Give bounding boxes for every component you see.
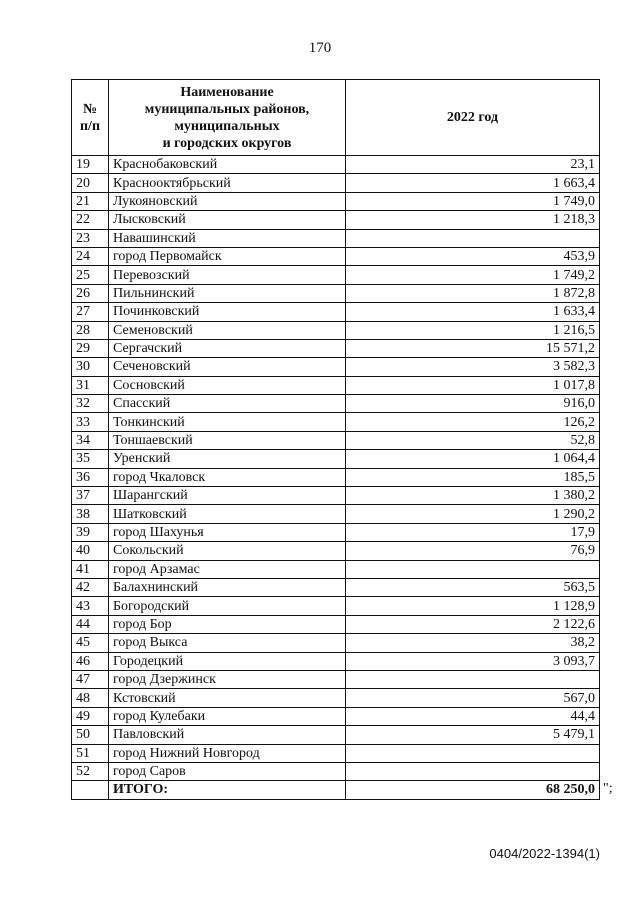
row-value: 15 571,2	[346, 339, 600, 357]
row-num: 48	[72, 689, 109, 707]
row-num: 20	[72, 174, 109, 192]
row-value: 76,9	[346, 542, 600, 560]
table-row	[72, 487, 600, 505]
row-value: 126,2	[346, 413, 600, 431]
row-num: 51	[72, 744, 109, 762]
row-name: Сосновский	[109, 376, 346, 394]
row-num: 25	[72, 266, 109, 284]
row-num: 21	[72, 192, 109, 210]
row-num: 31	[72, 376, 109, 394]
row-value: 563,5	[346, 578, 600, 596]
row-name: город Шахунья	[109, 523, 346, 541]
row-value	[346, 670, 600, 688]
row-num: 41	[72, 560, 109, 578]
row-num: 46	[72, 652, 109, 670]
table-row	[72, 211, 600, 229]
row-num: 29	[72, 339, 109, 357]
table-row	[72, 247, 600, 265]
row-num: 42	[72, 578, 109, 596]
row-num: 33	[72, 413, 109, 431]
table-row	[72, 726, 600, 744]
row-num: 32	[72, 395, 109, 413]
table-row	[72, 376, 600, 394]
row-value: 185,5	[346, 468, 600, 486]
row-value	[346, 560, 600, 578]
table-row	[72, 339, 600, 357]
table-row	[72, 744, 600, 762]
row-num: 22	[72, 211, 109, 229]
row-num: 43	[72, 597, 109, 615]
row-value: 1 216,5	[346, 321, 600, 339]
row-value: 3 582,3	[346, 358, 600, 376]
table-row	[72, 542, 600, 560]
row-num: 49	[72, 707, 109, 725]
table-row	[72, 413, 600, 431]
header-num: № п/п	[72, 80, 109, 156]
row-num: 38	[72, 505, 109, 523]
row-value: 17,9	[346, 523, 600, 541]
row-num: 28	[72, 321, 109, 339]
row-num: 40	[72, 542, 109, 560]
total-row	[72, 781, 600, 799]
row-name: Сокольский	[109, 542, 346, 560]
row-name: город Арзамас	[109, 560, 346, 578]
row-value: 567,0	[346, 689, 600, 707]
row-name: Сеченовский	[109, 358, 346, 376]
table-row	[72, 578, 600, 596]
row-name: город Саров	[109, 762, 346, 780]
table-row	[72, 689, 600, 707]
table-row	[72, 560, 600, 578]
table-row	[72, 174, 600, 192]
total-value: 68 250,0	[346, 781, 600, 799]
table-row	[72, 266, 600, 284]
row-name: город Дзержинск	[109, 670, 346, 688]
row-num: 36	[72, 468, 109, 486]
row-value	[346, 229, 600, 247]
header-year: 2022 год	[346, 80, 600, 156]
row-name: Городецкий	[109, 652, 346, 670]
table-row	[72, 358, 600, 376]
row-num: 47	[72, 670, 109, 688]
table-row	[72, 284, 600, 302]
row-num: 23	[72, 229, 109, 247]
row-num: 35	[72, 450, 109, 468]
row-num: 39	[72, 523, 109, 541]
row-value: 1 663,4	[346, 174, 600, 192]
row-name: Богородский	[109, 597, 346, 615]
row-value: 5 479,1	[346, 726, 600, 744]
row-value: 1 064,4	[346, 450, 600, 468]
table-row	[72, 303, 600, 321]
table-row	[72, 156, 600, 174]
row-name: Шатковский	[109, 505, 346, 523]
table-row	[72, 229, 600, 247]
table-row	[72, 597, 600, 615]
row-value: 453,9	[346, 247, 600, 265]
row-name: Тоншаевский	[109, 431, 346, 449]
row-name: город Чкаловск	[109, 468, 346, 486]
row-value: 1 290,2	[346, 505, 600, 523]
row-value: 1 872,8	[346, 284, 600, 302]
table-row	[72, 395, 600, 413]
row-num: 30	[72, 358, 109, 376]
table-row	[72, 321, 600, 339]
row-name: Краснооктябрьский	[109, 174, 346, 192]
row-value: 1 749,0	[346, 192, 600, 210]
row-num: 26	[72, 284, 109, 302]
table-row	[72, 652, 600, 670]
row-value: 3 093,7	[346, 652, 600, 670]
row-name: Пильнинский	[109, 284, 346, 302]
row-name: город Первомайск	[109, 247, 346, 265]
row-name: город Нижний Новгород	[109, 744, 346, 762]
total-label: ИТОГО:	[109, 781, 346, 799]
table-row	[72, 707, 600, 725]
row-num: 37	[72, 487, 109, 505]
document-code: 0404/2022-1394(1)	[489, 846, 600, 861]
table-row	[72, 450, 600, 468]
row-name: Краснобаковский	[109, 156, 346, 174]
page-number: 170	[308, 40, 332, 56]
row-name: Починковский	[109, 303, 346, 321]
table-row	[72, 505, 600, 523]
row-num: 19	[72, 156, 109, 174]
row-value	[346, 762, 600, 780]
row-name: город Выкса	[109, 634, 346, 652]
row-num: 34	[72, 431, 109, 449]
header-name: Наименование муниципальных районов, муниципальных и городских округов	[109, 80, 346, 156]
row-value: 38,2	[346, 634, 600, 652]
table-row	[72, 634, 600, 652]
row-num: 27	[72, 303, 109, 321]
row-value: 44,4	[346, 707, 600, 725]
row-name: Спасский	[109, 395, 346, 413]
row-name: Навашинский	[109, 229, 346, 247]
row-num: 45	[72, 634, 109, 652]
row-value: 916,0	[346, 395, 600, 413]
row-name: Уренский	[109, 450, 346, 468]
row-value: 1 218,3	[346, 211, 600, 229]
row-value: 1 017,8	[346, 376, 600, 394]
table-row	[72, 670, 600, 688]
row-name: Семеновский	[109, 321, 346, 339]
data-table	[71, 79, 600, 800]
closing-quote-mark: ";	[603, 781, 613, 796]
total-num	[72, 781, 109, 799]
row-num: 52	[72, 762, 109, 780]
row-value	[346, 744, 600, 762]
row-value: 1 380,2	[346, 487, 600, 505]
row-value: 52,8	[346, 431, 600, 449]
row-value: 23,1	[346, 156, 600, 174]
table-row	[72, 431, 600, 449]
table-row	[72, 523, 600, 541]
table-row	[72, 762, 600, 780]
row-name: Лысковский	[109, 211, 346, 229]
row-name: Кстовский	[109, 689, 346, 707]
table-row	[72, 615, 600, 633]
row-num: 24	[72, 247, 109, 265]
row-name: город Кулебаки	[109, 707, 346, 725]
row-name: город Бор	[109, 615, 346, 633]
row-value: 1 128,9	[346, 597, 600, 615]
row-name: Шарангский	[109, 487, 346, 505]
row-value: 2 122,6	[346, 615, 600, 633]
row-name: Павловский	[109, 726, 346, 744]
row-value: 1 633,4	[346, 303, 600, 321]
row-num: 44	[72, 615, 109, 633]
row-name: Тонкинский	[109, 413, 346, 431]
table-row	[72, 192, 600, 210]
row-name: Лукояновский	[109, 192, 346, 210]
table-header	[72, 80, 600, 156]
row-value: 1 749,2	[346, 266, 600, 284]
row-name: Сергачский	[109, 339, 346, 357]
row-name: Перевозский	[109, 266, 346, 284]
row-name: Балахнинский	[109, 578, 346, 596]
row-num: 50	[72, 726, 109, 744]
table-row	[72, 468, 600, 486]
